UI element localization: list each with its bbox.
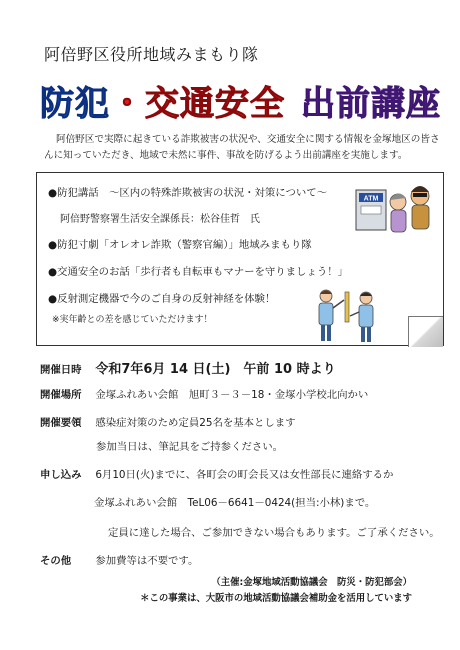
event-requirements-value: 感染症対策のため定員25名を基本とします: [95, 417, 296, 429]
program-item-reflex-note: ※実年齢との差を感じていただけます！: [52, 315, 213, 325]
page-curl-decoration: [408, 316, 443, 347]
application-value: 6月10日(火)までに、各町会の町会長又は女性部長に連絡するか: [95, 469, 394, 481]
atm-scam-illustration: [354, 178, 438, 242]
event-requirements-row: [40, 414, 296, 429]
other-value: 参加費等は不要です。: [95, 555, 199, 567]
intro-paragraph: 阿倍野区で実際に起きている詐欺被害の状況や、交通安全に関する情報を金塚地区の皆さんに知っていただき、地域で未然に事件、事故を防げるよう出前講座を実施します。: [44, 134, 440, 161]
application-row: [40, 466, 393, 481]
other-row: [40, 552, 198, 567]
event-requirements-note: 参加当日は、筆記具をご持参ください。: [96, 441, 284, 453]
program-item-reflex-test: ●反射測定機器で今のご自身の反射神経を体験！: [48, 293, 276, 305]
organizer-name: 阿倍野区役所地域みまもり隊: [44, 45, 259, 64]
program-item-traffic-talk: ●交通安全のお話「歩行者も自転車もマナーを守りましょう！」: [48, 266, 349, 278]
title-traffic-safety: 交通安全: [145, 84, 285, 124]
sponsor-note: （主催:金塚地域活動協議会 防災・防犯部会）: [211, 577, 412, 588]
title-lecture: 出前講座: [301, 84, 441, 124]
event-date-value: 令和7年6月 14 日(土) 午前 10 時より: [95, 362, 336, 377]
event-place-value: 金塚ふれあい会館 旭町３－３－18・金塚小学校北向かい: [95, 389, 369, 401]
page-title: [40, 76, 441, 125]
event-place-label: 開催場所: [40, 389, 82, 401]
program-item-lecturer: 阿倍野警察署生活安全課係長：松谷佳哲 氏: [60, 214, 260, 225]
event-requirements-label: 開催要領: [40, 417, 82, 429]
event-date-label: 開催日時: [40, 364, 82, 376]
application-label: 申し込み: [40, 469, 82, 481]
reflex-test-illustration: [306, 286, 388, 346]
event-date-row: [40, 358, 336, 377]
title-crime-prevention: 防犯: [40, 84, 110, 124]
event-place-row: [40, 386, 368, 401]
program-item-lecture: ●防犯講話 ～区内の特殊詐欺被害の状況・対策について～: [48, 187, 328, 199]
other-label: その他: [40, 555, 72, 567]
atm-label: ATM: [363, 195, 379, 203]
program-item-skit: ●防犯寸劇「オレオレ詐欺（警察官編）」地域みまもり隊: [48, 239, 312, 251]
title-dot: ・: [110, 84, 145, 124]
application-contact: 金塚ふれあい会館 TeL06－6641－0424(担当:小林)まで。: [94, 497, 376, 509]
subsidy-note: ＊この事業は、大阪市の地域活動協議会補助金を活用しています: [140, 593, 412, 604]
application-capacity-note: 定員に達した場合、ご参加できない場合もあります。ご了承ください。: [108, 527, 440, 539]
